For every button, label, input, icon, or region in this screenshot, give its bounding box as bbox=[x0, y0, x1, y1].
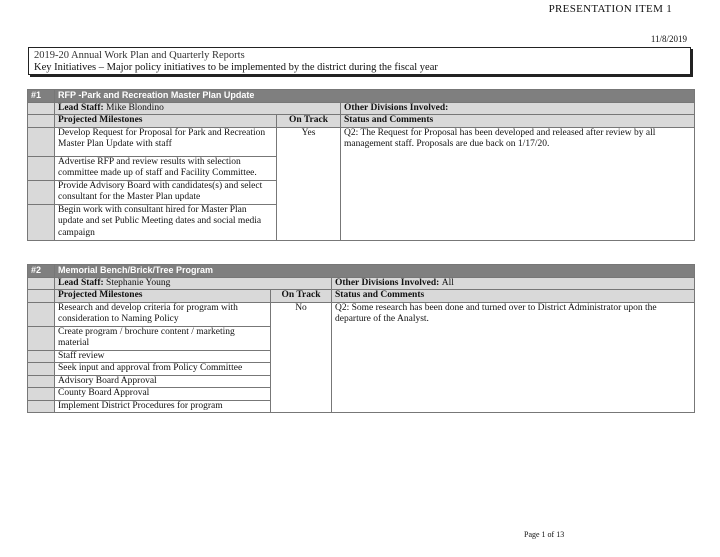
status-comment: Q2: Some research has been done and turned over to District Administrator upon the departure of the Analyst. bbox=[332, 302, 695, 413]
initiative-table-1 bbox=[27, 89, 695, 241]
milestones-header: Projected Milestones bbox=[55, 290, 271, 303]
section-number: #2 bbox=[28, 265, 55, 278]
document-date: 11/8/2019 bbox=[650, 34, 687, 44]
section-title: Memorial Bench/Brick/Tree Program bbox=[55, 265, 695, 278]
milestone-item: Develop Request for Proposal for Park and Recreation Master Plan Update with staff bbox=[55, 127, 277, 156]
page-number: Page 1 of 13 bbox=[524, 530, 565, 539]
on-track-header: On Track bbox=[271, 290, 332, 303]
status-header: Status and Comments bbox=[332, 290, 695, 303]
document-subtitle: Key Initiatives – Major policy initiatives to be implemented by the district during the fiscal year bbox=[34, 62, 438, 73]
other-divisions: Other Divisions Involved: bbox=[341, 102, 695, 115]
initiative-table-2 bbox=[27, 264, 695, 413]
presentation-item-label: PRESENTATION ITEM 1 bbox=[548, 3, 672, 15]
milestone-item: County Board Approval bbox=[55, 388, 271, 401]
on-track-header: On Track bbox=[277, 115, 341, 128]
milestone-item: Advisory Board Approval bbox=[55, 375, 271, 388]
milestone-item: Create program / brochure content / marketing material bbox=[55, 326, 271, 350]
lead-staff: Lead Staff: Mike Blondino bbox=[55, 102, 341, 115]
section-title: RFP -Park and Recreation Master Plan Update bbox=[55, 90, 695, 103]
milestone-item: Advertise RFP and review results with selection committee made up of staff and Facility Committee. bbox=[55, 156, 277, 180]
status-header: Status and Comments bbox=[341, 115, 695, 128]
section-number: #1 bbox=[28, 90, 55, 103]
milestone-item: Provide Advisory Board with candidates(s) and select consultant for the Master Plan update bbox=[55, 180, 277, 204]
other-divisions: Other Divisions Involved: All bbox=[332, 277, 695, 290]
lead-staff: Lead Staff: Stephanie Young bbox=[55, 277, 332, 290]
section-header-row bbox=[28, 90, 695, 103]
milestones-header: Projected Milestones bbox=[55, 115, 277, 128]
on-track-value: Yes bbox=[277, 127, 341, 240]
on-track-value: No bbox=[271, 302, 332, 413]
document-title-box bbox=[28, 47, 691, 75]
document-title: 2019-20 Annual Work Plan and Quarterly Reports bbox=[34, 50, 245, 61]
milestone-item: Begin work with consultant hired for Master Plan update and set Public Meeting dates and social media campaign bbox=[55, 204, 277, 240]
milestone-item: Seek input and approval from Policy Committee bbox=[55, 363, 271, 376]
section-header-row bbox=[28, 265, 695, 278]
status-comment: Q2: The Request for Proposal has been developed and released after review by all management staff. Proposals are due back on 1/17/20. bbox=[341, 127, 695, 240]
milestone-item: Research and develop criteria for program with consideration to Naming Policy bbox=[55, 302, 271, 326]
milestone-item: Staff review bbox=[55, 350, 271, 363]
milestone-item: Implement District Procedures for program bbox=[55, 400, 271, 413]
